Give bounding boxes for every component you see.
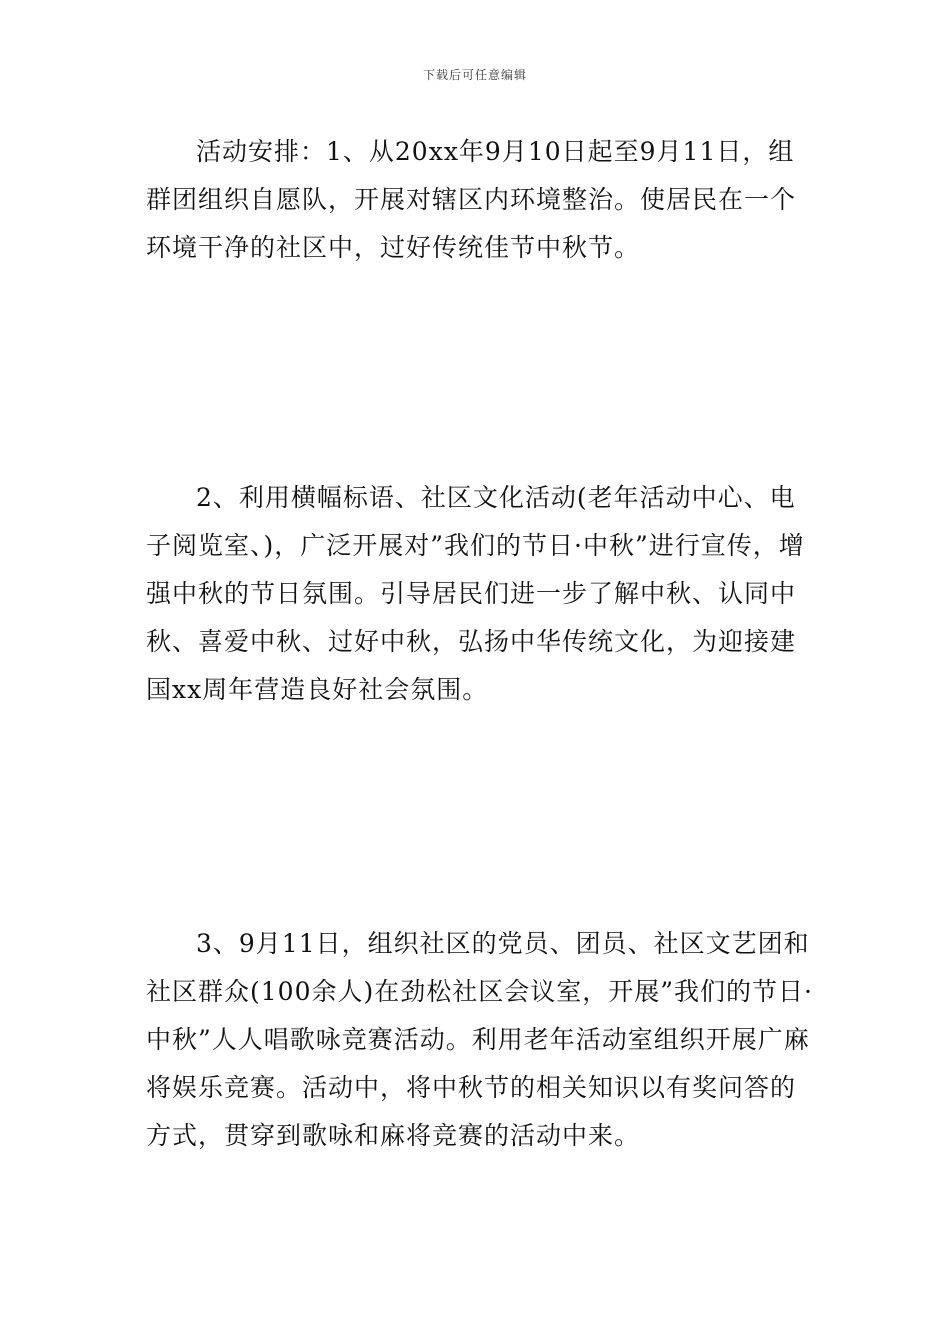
paragraph-activity-arrangement: 活动安排：1、从20xx年9月10日起至9月11日，组群团组织自愿队，开展对辖区内环境整治。使居民在一个环境干净的社区中，过好传统佳节中秋节。 bbox=[146, 137, 797, 262]
paragraph-publicity: 2、利用横幅标语、社区文化活动(老年活动中心、电子阅览室、)，广泛开展对”我们的节日·中秋”进行宣传，增强中秋的节日氛围。引导居民们进一步了解中秋、认同中秋、喜爱中秋、过好中秋，弘扬中华传统文化，为迎接建国xx周年营造良好社会氛围。 bbox=[146, 483, 805, 704]
paragraph-singing-contest: 3、9月11日，组织社区的党员、团员、社区文艺团和社区群众(100余人)在劲松社区会议室，开展”我们的节日·中秋”人人唱歌咏竞赛活动。利用老年活动室组织开展广麻将娱乐竞赛。活动中，将中秋节的相关知识以有奖问答的方式，贯穿到歌咏和麻将竞赛的活动中来。 bbox=[146, 929, 813, 1150]
header-note: 下载后可任意编辑 bbox=[422, 68, 527, 82]
